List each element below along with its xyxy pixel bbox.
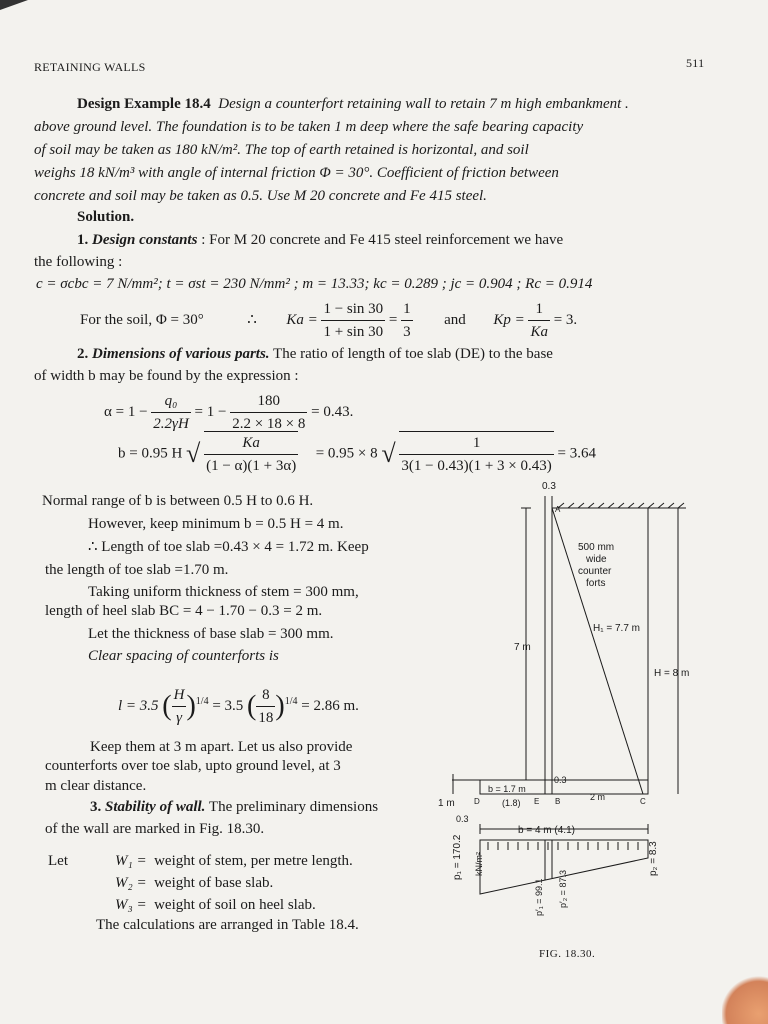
step-text: The preliminary dimensions — [208, 799, 379, 815]
fraction-numerator: Ka — [204, 432, 298, 455]
solution-label: Solution. — [77, 209, 135, 225]
b-fraction-1 — [204, 431, 298, 477]
fraction-denominator: 2.2 × 18 × 8 — [232, 416, 306, 432]
top-thickness-label: 0.3 — [542, 481, 556, 492]
text-line: m clear distance. — [45, 778, 147, 794]
fraction-numerator: 180 — [230, 390, 307, 413]
spacing-mid: = 3.5 — [212, 697, 244, 714]
text-line: Keep them at 3 m apart. Let us also provide — [90, 739, 353, 755]
weight-row — [115, 894, 316, 916]
fraction-numerator: 8 — [256, 684, 275, 707]
heel-label: 2 m — [590, 792, 606, 802]
earth-hatch — [558, 503, 684, 508]
base-width-label: b = 4 m (4.1) — [518, 825, 575, 836]
alpha-fraction-2 — [230, 390, 307, 435]
exponent: 1/4 — [284, 695, 298, 707]
example-line: weighs 18 kN/m³ with angle of internal friction Φ = 30°. Coefficient of friction between — [34, 165, 559, 181]
step2-line: of width b may be found by the expression : — [34, 368, 299, 384]
fraction-denominator: γ — [176, 710, 182, 726]
toe-length-label: (1.8) — [502, 798, 521, 808]
sqrt-sign: √ — [186, 439, 201, 468]
step-heading: Dimensions of various parts. — [92, 346, 270, 362]
spacing-lhs: l = 3.5 — [118, 697, 159, 714]
kp-result: = 3. — [553, 311, 578, 328]
fraction-denominator: Ka — [530, 324, 548, 340]
text-line: counterforts over toe slab, upto ground level, at 3 — [45, 758, 341, 774]
step-heading: Design constants — [92, 232, 198, 248]
counterfort-note: wide — [586, 554, 607, 565]
fraction-numerator: H — [172, 684, 187, 707]
pressure-unit-label: kN/m² — [474, 852, 484, 876]
right-paren: ) — [186, 690, 196, 722]
stem-thickness-label: 0.3 — [554, 775, 567, 785]
left-paren: ( — [247, 690, 257, 722]
alpha-fraction-1 — [151, 390, 191, 435]
fraction-denominator: 3 — [403, 324, 411, 340]
fraction-numerator: 1 — [399, 432, 553, 455]
soil-prefix: For the soil, Φ = 30° — [80, 311, 204, 328]
page-number: 511 — [686, 56, 705, 70]
step2-line — [77, 343, 553, 365]
step-text: The ratio of length of toe slab (DE) to the base — [273, 346, 553, 362]
pressure-arrows — [488, 842, 638, 850]
one-third-fraction — [401, 298, 413, 343]
alpha-equation — [104, 390, 353, 435]
point-a-label: A — [555, 505, 561, 514]
right-paren: ) — [275, 690, 285, 722]
p1-prime-label: p′₁ = 99.1 — [534, 878, 544, 916]
therefore-symbol: ∴ — [247, 311, 257, 328]
toe-label: b = 1.7 m — [488, 784, 526, 794]
counterfort-note: counter — [578, 566, 612, 577]
step-heading: Stability of wall. — [105, 799, 206, 815]
weight-symbol: W₂ = — [115, 875, 147, 891]
height-7m-label: 7 m — [514, 642, 531, 653]
point-d-label: D — [474, 797, 480, 806]
weight-desc: weight of soil on heel slab. — [154, 897, 316, 913]
spacing-result: = 2.86 m. — [301, 697, 359, 714]
left-paren: ( — [162, 690, 172, 722]
running-title: RETAINING WALLS — [34, 60, 146, 74]
step1-line: the following : — [34, 254, 123, 270]
kp-lhs: Kp = — [493, 311, 525, 328]
sqrt-sign: √ — [381, 439, 396, 468]
text-line: The calculations are arranged in Table 18.4. — [96, 917, 359, 933]
eight-over-eighteen — [256, 684, 275, 729]
fraction-denominator: 3(1 − 0.43)(1 + 3 × 0.43) — [401, 458, 552, 474]
text-line: However, keep minimum b = 0.5 H = 4 m. — [88, 516, 344, 532]
weight-desc: weight of base slab. — [154, 875, 274, 891]
p2-label: p₂ = 8.3 — [648, 841, 659, 876]
retaining-wall-figure — [438, 478, 710, 928]
text-line: the length of toe slab =1.70 m. — [45, 562, 229, 578]
ka-lhs: Ka = — [286, 311, 318, 328]
point-c-label: C — [640, 797, 646, 806]
b-fraction-2 — [399, 431, 553, 477]
spacing-equation — [118, 684, 359, 729]
point-b-label: B — [555, 797, 561, 806]
depth-1m-label: 1 m — [438, 798, 455, 809]
step3-line: of the wall are marked in Fig. 18.30. — [45, 821, 265, 837]
b-lhs: b = 0.95 H — [118, 445, 183, 462]
step-number: 3. — [90, 799, 102, 815]
step-text: : For M 20 concrete and Fe 415 steel reinforcement we have — [201, 232, 564, 248]
text-line: Taking uniform thickness of stem = 300 mm, — [88, 584, 359, 600]
step1-line — [77, 229, 563, 251]
earth-pressure-coefficients — [80, 298, 577, 343]
and-word: and — [444, 311, 466, 328]
weight-symbol: W₁ = — [115, 853, 147, 869]
h-over-gamma — [172, 684, 187, 729]
alpha-result: = 0.43. — [311, 403, 354, 420]
fraction-denominator: 2.2γH — [153, 416, 189, 432]
fraction-numerator: 1 − sin 30 — [321, 298, 385, 321]
text-line: Clear spacing of counterforts is — [88, 648, 279, 664]
thumb-in-photo — [722, 974, 768, 1024]
page-corner-shadow — [0, 0, 28, 10]
example-line: of soil may be taken as 180 kN/m². The top of earth retained is horizontal, and soil — [34, 142, 529, 158]
example-first-line — [77, 93, 629, 115]
step-number: 2. — [77, 346, 89, 362]
p1-label: p₁ = 170.2 — [452, 834, 463, 880]
text-line: ∴ Length of toe slab =0.43 × 4 = 1.72 m. Keep — [88, 539, 369, 555]
fraction-denominator: 1 + sin 30 — [323, 324, 384, 340]
fraction-denominator: 18 — [258, 710, 274, 726]
example-title: Design Example 18.4 — [77, 96, 211, 112]
weight-symbol: W₃ = — [115, 897, 147, 913]
text-line: length of heel slab BC = 4 − 1.70 − 0.3 = 2 m. — [45, 603, 323, 619]
b-result: = 3.64 — [557, 445, 596, 462]
ka-fraction — [321, 298, 385, 343]
weight-desc: weight of stem, per metre length. — [154, 853, 353, 869]
let-word: Let — [48, 853, 68, 869]
equals: = — [388, 311, 398, 328]
fraction-numerator: q₀ — [151, 390, 191, 413]
weight-row — [115, 850, 353, 872]
alpha-lhs: α = 1 − — [104, 403, 148, 420]
example-line: Design a counterfort retaining wall to retain 7 m high embankment . — [218, 96, 629, 112]
p2-prime-label: p′₂ = 87.3 — [558, 870, 568, 908]
point-e-label: E — [534, 797, 540, 806]
example-line: concrete and soil may be taken as 0.5. Use M 20 concrete and Fe 415 steel. — [34, 188, 487, 204]
fraction-numerator: 1 — [401, 298, 413, 321]
h-label: H = 8 m — [654, 668, 690, 679]
weight-row — [115, 872, 273, 894]
step3-line — [90, 796, 378, 818]
h1-label: H₁ = 7.7 m — [593, 623, 641, 634]
b-mid: = 0.95 × 8 — [315, 445, 378, 462]
figure-caption: FIG. 18.30. — [539, 948, 596, 960]
fraction-numerator: 1 — [528, 298, 550, 321]
counterfort-note: 500 mm — [578, 542, 615, 553]
alpha-mid: = 1 − — [194, 403, 227, 420]
counterfort-note: forts — [586, 578, 606, 589]
base-thickness-label: 0.3 — [456, 814, 469, 824]
design-constants: c = σcbc = 7 N/mm²; t = σst = 230 N/mm² ; m = 13.33; kc = 0.289 ; jc = 0.904 ; Rc = 0.914 — [36, 276, 593, 292]
text-line: Let the thickness of base slab = 300 mm. — [88, 626, 334, 642]
text-line: Normal range of b is between 0.5 H to 0.6 H. — [42, 493, 314, 509]
b-equation — [118, 431, 596, 477]
fraction-denominator: (1 − α)(1 + 3α) — [206, 458, 297, 474]
kp-fraction — [528, 298, 550, 343]
step-number: 1. — [77, 232, 89, 248]
example-line: above ground level. The foundation is to be taken 1 m deep where the safe bearing capacity — [34, 119, 584, 135]
exponent: 1/4 — [195, 695, 209, 707]
